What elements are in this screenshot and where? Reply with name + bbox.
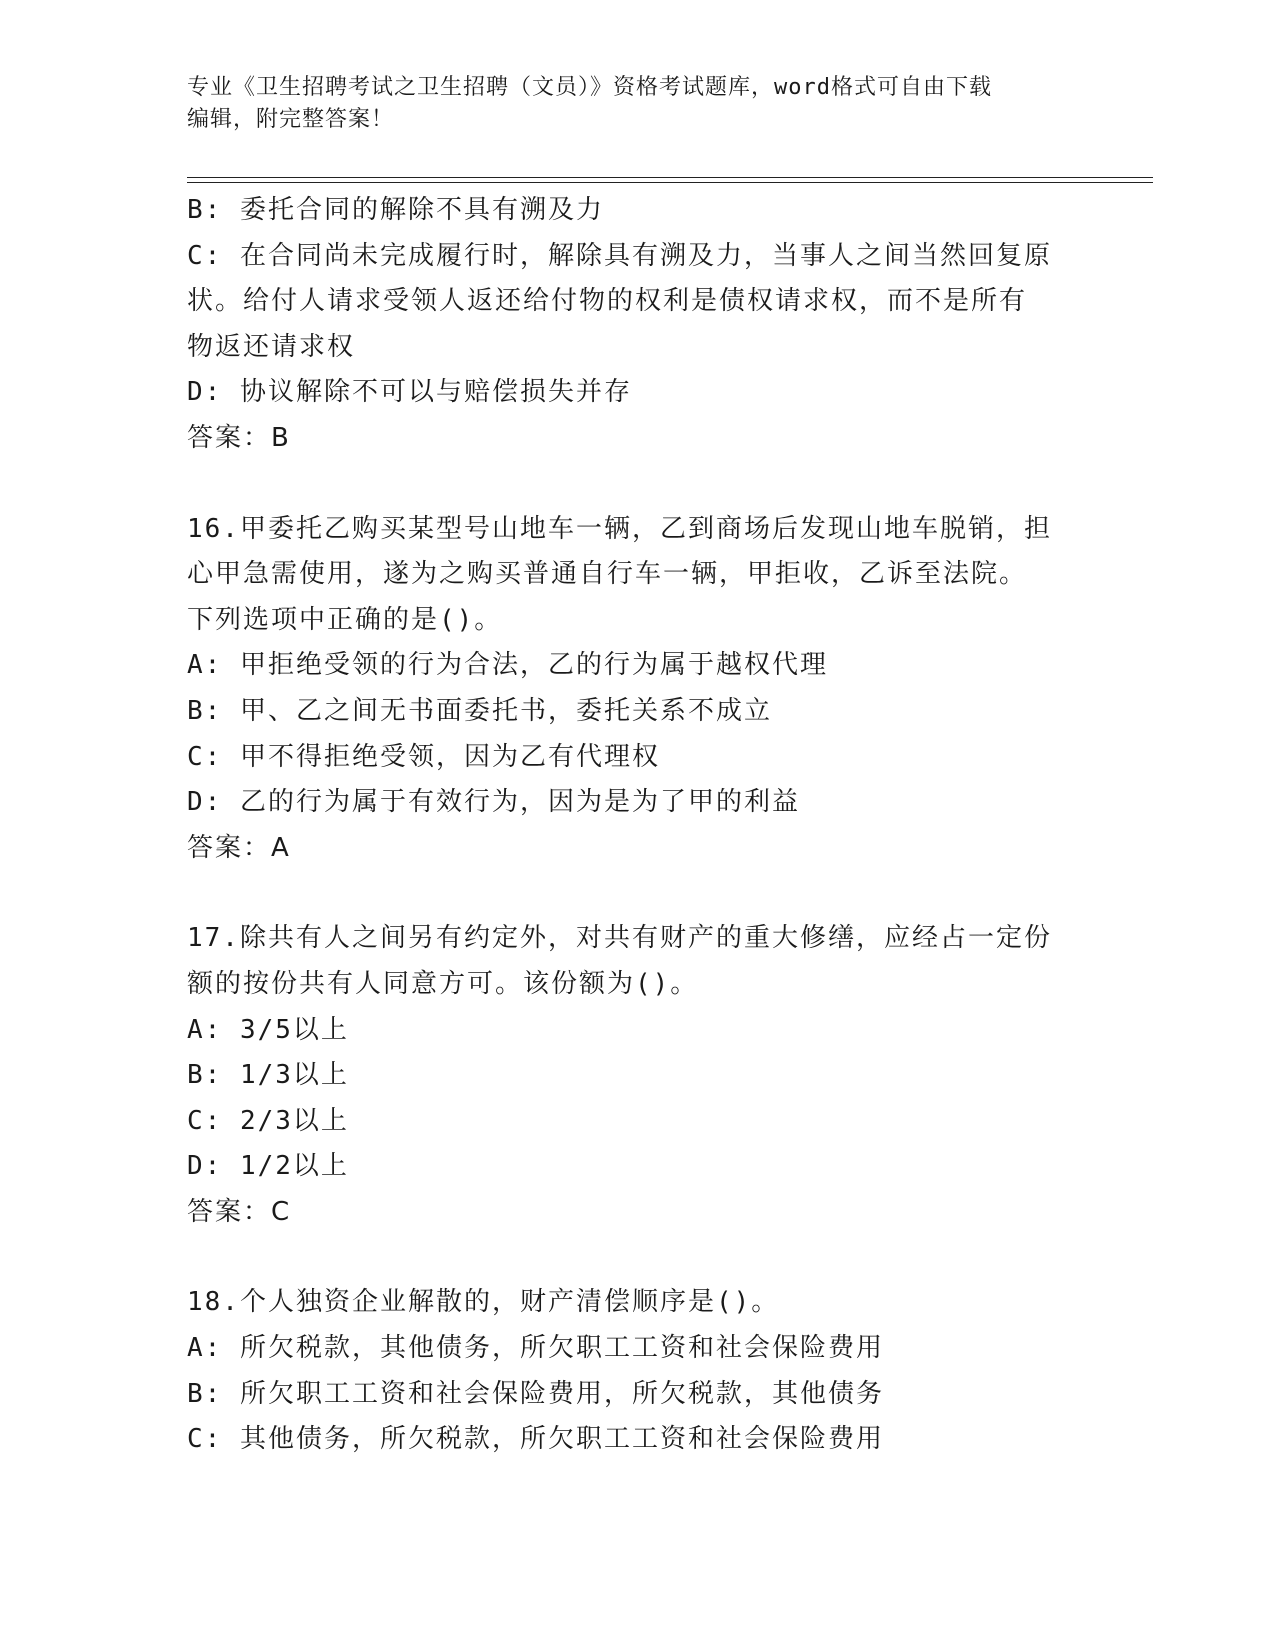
answer: 答案：A — [187, 832, 291, 863]
question-stem-line-1: 16.甲委托乙购买某型号山地车一辆，乙到商场后发现山地车脱销，担 — [187, 513, 1052, 544]
option-d: D: 乙的行为属于有效行为，因为是为了甲的利益 — [187, 787, 800, 818]
spacer — [187, 462, 1087, 507]
option-c: C: 其他债务，所欠税款，所欠职工工资和社会保险费用 — [187, 1424, 884, 1455]
spacer — [187, 871, 1087, 916]
option-c: C: 甲不得拒绝受领，因为乙有代理权 — [187, 741, 660, 772]
answer: 答案：B — [187, 422, 291, 453]
header-title-line-2: 编辑，附完整答案！ — [187, 107, 395, 132]
option-b: B: 1/3以上 — [187, 1060, 349, 1091]
option-a: A: 所欠税款，其他债务，所欠职工工资和社会保险费用 — [187, 1333, 884, 1364]
question-16 — [187, 507, 1087, 872]
spacer — [187, 1235, 1087, 1280]
question-stem-line-1: 18.个人独资企业解散的，财产清偿顺序是()。 — [187, 1287, 780, 1318]
question-17 — [187, 916, 1087, 1235]
option-c: C: 2/3以上 — [187, 1105, 349, 1136]
option-d: D: 1/2以上 — [187, 1151, 349, 1182]
question-15 — [187, 188, 1087, 462]
option-a: A: 甲拒绝受领的行为合法，乙的行为属于越权代理 — [187, 650, 828, 681]
option-c-line-3: 物返还请求权 — [187, 331, 356, 362]
header-title-line-1: 专业《卫生招聘考试之卫生招聘（文员）》资格考试题库，word格式可自由下载 — [187, 75, 992, 100]
answer: 答案：C — [187, 1196, 292, 1227]
question-stem-line-2: 心甲急需使用，遂为之购买普通自行车一辆，甲拒收，乙诉至法院。 — [187, 559, 1028, 590]
document-body — [187, 188, 1087, 1463]
question-stem-line-1: 17.除共有人之间另有约定外，对共有财产的重大修缮，应经占一定份 — [187, 923, 1052, 954]
option-b: B: 委托合同的解除不具有溯及力 — [187, 195, 604, 225]
option-c-line-2: 状。给付人请求受领人返还给付物的权利是债权请求权，而不是所有 — [187, 286, 1028, 317]
header-divider-top — [187, 177, 1153, 178]
option-c-line-1: C: 在合同尚未完成履行时，解除具有溯及力，当事人之间当然回复原 — [187, 240, 1052, 271]
option-d: D: 协议解除不可以与赔偿损失并存 — [187, 377, 632, 408]
page-header — [187, 72, 1067, 136]
option-b: B: 所欠职工工资和社会保险费用，所欠税款，其他债务 — [187, 1378, 884, 1409]
option-b: B: 甲、乙之间无书面委托书，委托关系不成立 — [187, 695, 772, 726]
question-stem-line-2: 额的按份共有人同意方可。该份额为()。 — [187, 968, 699, 999]
question-18 — [187, 1280, 1087, 1462]
header-divider-bottom — [187, 182, 1153, 183]
option-a: A: 3/5以上 — [187, 1014, 349, 1045]
question-stem-line-3: 下列选项中正确的是()。 — [187, 604, 503, 635]
